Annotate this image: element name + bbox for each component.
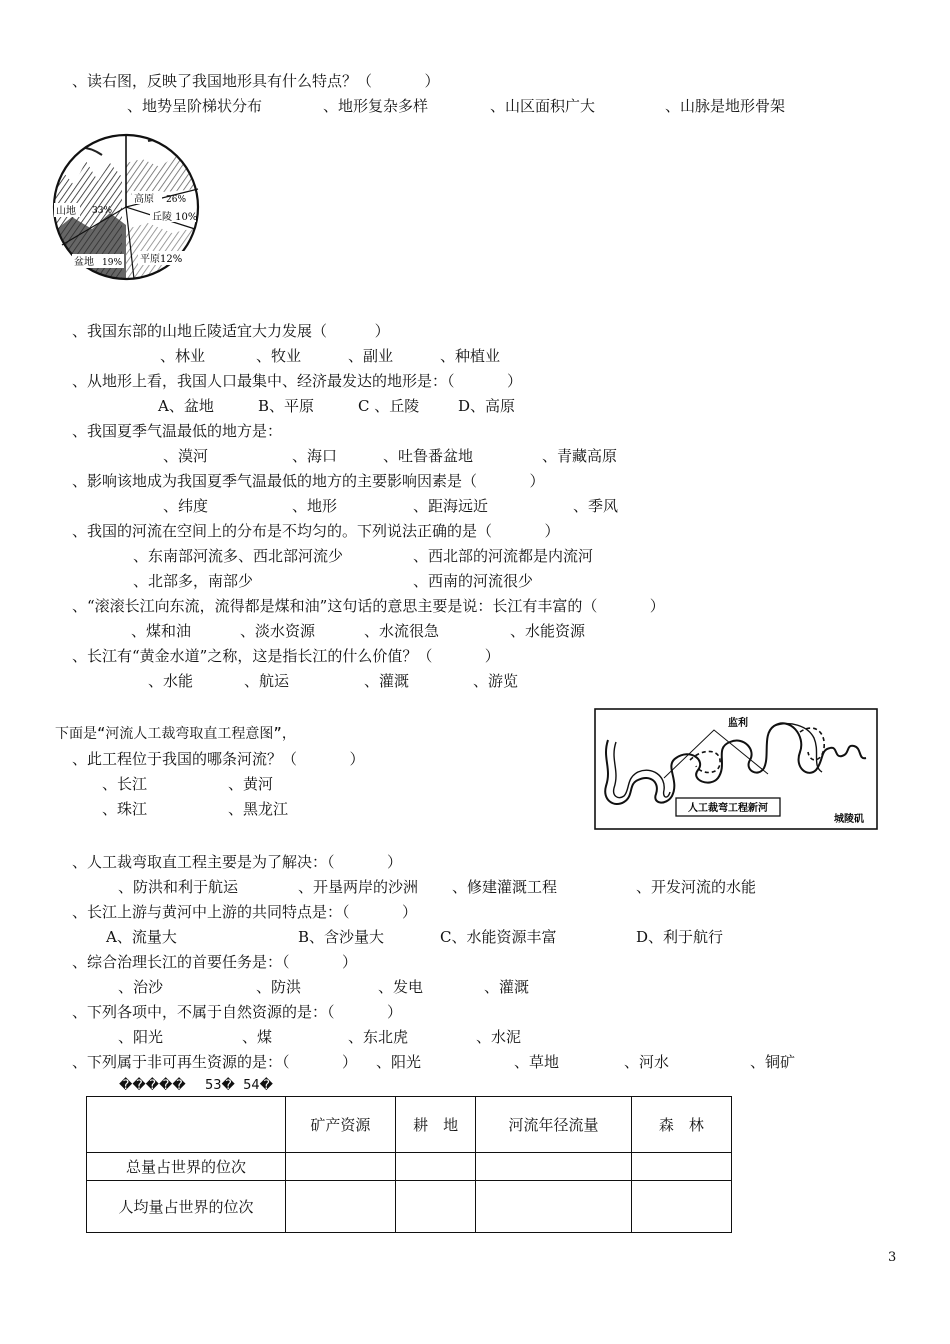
q5-option-c: 、距海远近 [413,497,489,515]
q5-option-a: 、纬度 [163,497,209,515]
q12-option-d: 、灌溉 [484,978,530,996]
q11-option-a: A、流量大 [106,928,177,946]
q10-option-d: 、开发河流的水能 [636,878,757,896]
table-cell [476,1181,631,1233]
pie-label-plateau: 高原 [134,194,154,205]
table-cell [395,1153,475,1181]
q1-option-b: 、地形复杂多样 [323,97,429,115]
q1-option-d: 、山脉是地形骨架 [665,97,786,115]
q7-option-b: 、淡水资源 [240,622,316,640]
q9-option-d: 、黑龙江 [228,800,289,818]
q3-option-d: D、高原 [458,397,516,415]
q8-option-d: 、游览 [473,672,519,690]
question-9-stem: 、此工程位于我国的哪条河流？（ ） [72,750,365,768]
table-header-cell [87,1097,286,1153]
question-1-stem: 、读右图，反映了我国地形具有什么特点？（ ） [72,72,440,90]
question-11-stem: 、长江上游与黄河中上游的共同特点是：（ ） [72,903,417,921]
question-4-stem: 、我国夏季气温最低的地方是： [72,422,283,440]
q4-option-d: 、青藏高原 [542,447,618,465]
table-caption-garbled: ����� [119,1078,186,1093]
q13-option-c: 、东北虎 [348,1028,409,1046]
question-3-stem: 、从地形上看，我国人口最集中、经济最发达的地形是：（ ） [72,372,522,390]
table-cell [631,1181,731,1233]
pie-value-plateau: 26% [166,195,187,205]
q6-option-b: 、西北部的河流都是内流河 [413,547,594,565]
q13-option-d: 、水泥 [476,1028,522,1046]
table-row-label: 总量占世界的位次 [87,1153,286,1181]
table-header-cell: 河流年径流量 [476,1097,631,1153]
q7-option-a: 、煤和油 [131,622,192,640]
q8-option-b: 、航运 [244,672,290,690]
q3-option-c: C 、丘陵 [358,397,420,415]
q9-option-b: 、黄河 [228,775,274,793]
question-8-stem: 、长江有“黄金水道”之称，这是指长江的什么价值？（ ） [72,647,500,665]
figure-label-new-channel: 人工裁弯工程新河 [688,803,768,814]
pie-value-basin: 19% [102,258,123,268]
question-7-stem: 、“滚滚长江向东流，流得都是煤和油”这句话的意思主要是说：长江有丰富的（ ） [72,597,665,615]
page-number: 3 [888,1250,897,1265]
q5-option-d: 、季风 [573,497,619,515]
q11-option-d: D、利于航行 [636,928,724,946]
table-header-cell: 森 林 [631,1097,731,1153]
figure-label-chenglingji: 城陵矶 [834,814,864,825]
q14-option-a: 、阳光 [376,1053,422,1071]
q13-option-a: 、阳光 [118,1028,164,1046]
q14-option-c: 、河水 [624,1053,670,1071]
river-cutoff-figure [594,708,878,830]
q1-option-c: 、山区面积广大 [490,97,596,115]
q10-option-a: 、防洪和利于航运 [118,878,239,896]
q6-option-d: 、西南的河流很少 [413,572,534,590]
table-caption-pages: 53� 54� [205,1078,274,1093]
q4-option-a: 、漠河 [163,447,209,465]
q11-option-c: C、水能资源丰富 [440,928,557,946]
q8-option-c: 、灌溉 [364,672,410,690]
pie-label-hill: 丘陵 10% [152,212,198,223]
q12-option-a: 、治沙 [118,978,164,996]
passage-heading: 下面是“河流人工裁弯取直工程意图”， [55,726,296,742]
q6-option-c: 、北部多，南部少 [133,572,254,590]
question-13-stem: 、下列各项中，不属于自然资源的是：（ ） [72,1003,402,1021]
terrain-pie-figure [52,133,200,281]
q9-option-a: 、长江 [102,775,148,793]
q4-option-c: 、吐鲁番盆地 [383,447,474,465]
question-2-stem: 、我国东部的山地丘陵适宜大力发展（ ） [72,322,390,340]
table-cell [631,1153,731,1181]
q6-option-a: 、东南部河流多、西北部河流少 [133,547,344,565]
q14-option-d: 、铜矿 [750,1053,796,1071]
question-12-stem: 、综合治理长江的首要任务是：（ ） [72,953,357,971]
table-row [87,1153,732,1181]
table-cell [285,1181,395,1233]
pie-value-mountain: 33% [92,206,113,216]
table-header-row [87,1097,732,1153]
pie-label-mountain: 山地 [56,206,76,217]
table-header-cell: 矿产资源 [285,1097,395,1153]
q5-option-b: 、地形 [292,497,338,515]
q9-option-c: 、珠江 [102,800,148,818]
q2-option-d: 、种植业 [440,347,501,365]
q3-option-a: A、盆地 [158,397,214,415]
table-row-label: 人均量占世界的位次 [87,1181,286,1233]
table-cell [395,1181,475,1233]
figure-label-jianli: 监利 [728,718,748,729]
q12-option-b: 、防洪 [256,978,302,996]
q10-option-b: 、开垦两岸的沙洲 [298,878,419,896]
q4-option-b: 、海口 [292,447,338,465]
q14-option-b: 、草地 [514,1053,560,1071]
q7-option-d: 、水能资源 [510,622,586,640]
table-header-cell: 耕 地 [395,1097,475,1153]
question-5-stem: 、影响该地成为我国夏季气温最低的地方的主要影响因素是（ ） [72,472,545,490]
q2-option-b: 、牧业 [256,347,302,365]
q11-option-b: B、含沙量大 [298,928,385,946]
q12-option-c: 、发电 [378,978,424,996]
q3-option-b: B、平原 [258,397,315,415]
resource-ranking-table [86,1096,732,1233]
q2-option-a: 、林业 [160,347,206,365]
table-cell [285,1153,395,1181]
q10-option-c: 、修建灌溉工程 [452,878,558,896]
q13-option-b: 、煤 [242,1028,273,1046]
question-10-stem: 、人工裁弯取直工程主要是为了解决：（ ） [72,853,402,871]
pie-label-plain: 平原12% [140,254,183,265]
q8-option-a: 、水能 [148,672,194,690]
table-cell [476,1153,631,1181]
question-6-stem: 、我国的河流在空间上的分布是不均匀的。下列说法正确的是（ ） [72,522,560,540]
q7-option-c: 、水流很急 [364,622,440,640]
q2-option-c: 、副业 [348,347,394,365]
q1-option-a: 、地势呈阶梯状分布 [127,97,263,115]
question-14-stem: 、下列属于非可再生资源的是：（ ） [72,1053,357,1071]
table-row [87,1181,732,1233]
pie-label-basin: 盆地 [74,257,94,268]
